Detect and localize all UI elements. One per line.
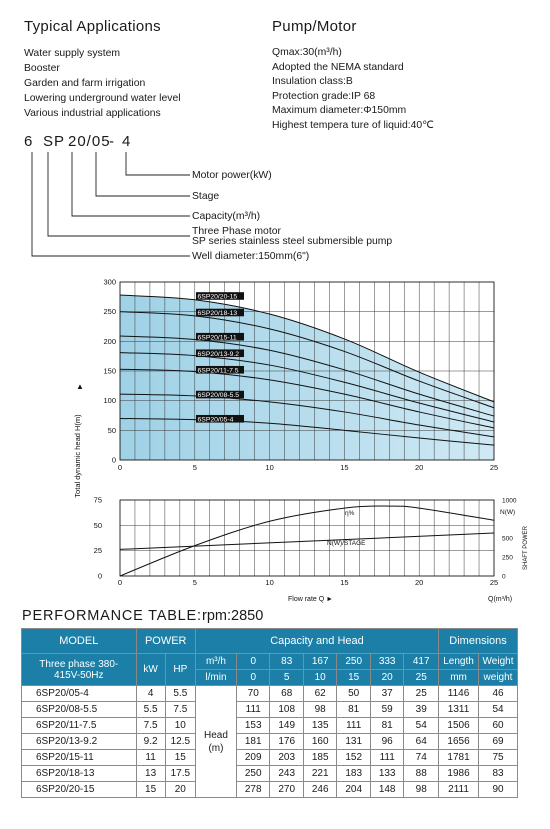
- x-tick-label: 25: [489, 578, 499, 587]
- weight-cell: 54: [479, 702, 518, 718]
- header-m3h: m³/h: [195, 654, 236, 670]
- x-tick-label: 5: [192, 578, 197, 587]
- head-cell: 88: [404, 766, 439, 782]
- head-cell: 149: [270, 718, 303, 734]
- head-cell: 185: [303, 750, 336, 766]
- hp-cell: 12.5: [165, 734, 195, 750]
- head-cell: 54: [404, 718, 439, 734]
- head-cell: 81: [337, 702, 370, 718]
- header-hp: HP: [165, 654, 195, 686]
- head-cell: 153: [236, 718, 269, 734]
- flow-m3h-cell: 83: [270, 654, 303, 670]
- flow-m3h-cell: 333: [370, 654, 403, 670]
- left-tick-label: 25: [93, 546, 102, 556]
- table-row: [22, 734, 518, 750]
- model-cell: 6SP20/18-13: [22, 766, 137, 782]
- kw-cell: 4: [136, 686, 165, 702]
- head-cell: 111: [370, 750, 403, 766]
- flow-m3h-cell: 417: [404, 654, 439, 670]
- y-tick-label: 50: [107, 425, 116, 435]
- curve-label: 6SP20/20-15: [197, 293, 238, 301]
- n-stage-label: N(W)/STAGE: [327, 540, 366, 547]
- length-cell: 1656: [439, 734, 479, 750]
- left-tick-label: 50: [93, 520, 102, 530]
- head-cell: 81: [370, 718, 403, 734]
- list-item: Lowering underground water level: [24, 93, 181, 104]
- x-tick-label: 10: [265, 578, 274, 587]
- y-tick-label: 150: [103, 366, 116, 376]
- head-cell: 204: [337, 782, 370, 798]
- flow-lmin-cell: 0: [236, 670, 269, 686]
- kw-cell: 13: [136, 766, 165, 782]
- list-item: Protection grade:IP 68: [272, 90, 376, 102]
- head-cell: 270: [270, 782, 303, 798]
- list-item: Garden and farm irrigation: [24, 78, 146, 89]
- length-cell: 1986: [439, 766, 479, 782]
- label-capacity: Capacity(m³/h): [192, 211, 261, 222]
- head-cell: 135: [303, 718, 336, 734]
- length-cell: 1781: [439, 750, 479, 766]
- pump-motor-title: Pump/Motor: [272, 18, 357, 35]
- head-cell: 209: [236, 750, 269, 766]
- header-kw: kW: [136, 654, 165, 686]
- kw-cell: 5.5: [136, 702, 165, 718]
- model-cell: 6SP20/15-11: [22, 750, 137, 766]
- length-cell: 1311: [439, 702, 479, 718]
- performance-rpm: rpm:2850: [202, 608, 264, 624]
- list-item: Various industrial applications: [24, 108, 161, 119]
- code-series: SP: [43, 133, 66, 150]
- performance-title: PERFORMANCE TABLE:: [22, 608, 202, 624]
- hp-cell: 10: [165, 718, 195, 734]
- model-cell: 6SP20/08-5.5: [22, 702, 137, 718]
- right-tick-label: 500: [502, 535, 513, 543]
- list-item: Adopted the NEMA standard: [272, 61, 404, 73]
- table-row: [22, 766, 518, 782]
- table-row: [22, 718, 518, 734]
- header-lmin: l/min: [195, 670, 236, 686]
- head-cell: 246: [303, 782, 336, 798]
- hp-cell: 5.5: [165, 686, 195, 702]
- head-cell: 96: [370, 734, 403, 750]
- eta-label: η%: [345, 510, 355, 517]
- efficiency-power-chart: [0, 490, 550, 610]
- curve-label: 6SP20/18-13: [197, 310, 238, 318]
- weight-cell: 69: [479, 734, 518, 750]
- curve-label: 6SP20/15-11: [197, 334, 237, 342]
- head-cell: 68: [270, 686, 303, 702]
- model-cell: 6SP20/05-4: [22, 686, 137, 702]
- y-tick-label: 250: [103, 307, 116, 317]
- x-tick-label: 10: [265, 463, 274, 472]
- curve-label: 6SP20/11-7.5: [197, 367, 239, 375]
- weight-cell: 83: [479, 766, 518, 782]
- head-cell: 131: [337, 734, 370, 750]
- code-dash: -: [109, 133, 115, 150]
- code-power: 4: [122, 133, 132, 150]
- x-tick-label: 0: [117, 578, 123, 587]
- head-cell: 70: [236, 686, 269, 702]
- table-row: [22, 686, 518, 702]
- model-cell: 6SP20/11-7.5: [22, 718, 137, 734]
- hp-cell: 15: [165, 750, 195, 766]
- x-tick-label: 15: [340, 578, 349, 587]
- header-dimensions: Dimensions: [439, 629, 518, 654]
- head-cell: 111: [337, 718, 370, 734]
- x-tick-label: 20: [415, 578, 424, 587]
- length-cell: 1146: [439, 686, 479, 702]
- head-cell: 133: [370, 766, 403, 782]
- head-cell: 98: [303, 702, 336, 718]
- kw-cell: 11: [136, 750, 165, 766]
- table-row: [22, 750, 518, 766]
- kw-cell: 15: [136, 782, 165, 798]
- right-tick-label: 250: [502, 554, 513, 562]
- y-tick-label: 200: [103, 336, 116, 346]
- y-tick-label: 100: [103, 396, 116, 406]
- list-item: Insulation class:B: [272, 76, 353, 88]
- head-cell: 152: [337, 750, 370, 766]
- weight-cell: 46: [479, 686, 518, 702]
- curve-label: 6SP20/05-4: [197, 416, 234, 424]
- kw-cell: 7.5: [136, 718, 165, 734]
- list-item: Highest tempera ture of liquid:40℃: [272, 119, 434, 131]
- flow-lmin-cell: 5: [270, 670, 303, 686]
- flow-lmin-cell: 25: [404, 670, 439, 686]
- flow-m3h-cell: 167: [303, 654, 336, 670]
- right-unit-label: N(W): [500, 509, 516, 516]
- head-cell: 250: [236, 766, 269, 782]
- power-x-unit-label: Q(m³/h): [488, 596, 513, 603]
- head-cell: 243: [270, 766, 303, 782]
- label-three-phase: Three Phase motor: [192, 226, 281, 237]
- model-cell: 6SP20/20-15: [22, 782, 137, 798]
- header-weight-unit: weight: [479, 670, 518, 686]
- table-row: [22, 702, 518, 718]
- weight-cell: 75: [479, 750, 518, 766]
- label-well-diameter: Well diameter:150mm(6"): [192, 251, 310, 262]
- flow-rate-label: Flow rate Q ►: [288, 596, 334, 603]
- list-item: Maximum diameter:Φ150mm: [272, 105, 407, 117]
- x-tick-label: 15: [340, 463, 349, 472]
- flow-m3h-cell: 250: [337, 654, 370, 670]
- x-tick-label: 20: [415, 463, 424, 472]
- header-capacity-head: Capacity and Head: [195, 629, 438, 654]
- head-cell: 111: [236, 702, 269, 718]
- label-motor-power: Motor power(kW): [192, 170, 272, 181]
- head-cell: 98: [404, 782, 439, 798]
- performance-table: [21, 628, 518, 798]
- head-cell: 176: [270, 734, 303, 750]
- list-item: Booster: [24, 63, 60, 74]
- right-tick-label: 0: [502, 573, 506, 581]
- head-cell: 64: [404, 734, 439, 750]
- head-cell: 203: [270, 750, 303, 766]
- head-cell: 59: [370, 702, 403, 718]
- head-cell: 25: [404, 686, 439, 702]
- y-axis-arrow: ▲: [76, 382, 84, 391]
- head-cell: 39: [404, 702, 439, 718]
- weight-cell: 60: [479, 718, 518, 734]
- kw-cell: 9.2: [136, 734, 165, 750]
- header-mm: mm: [439, 670, 479, 686]
- hp-cell: 17.5: [165, 766, 195, 782]
- header-model: MODEL: [22, 629, 137, 654]
- list-item: Water supply system: [24, 48, 121, 59]
- y-axis-label: Total dynamic head H(m): [73, 414, 82, 498]
- left-tick-label: 0: [97, 571, 102, 581]
- length-cell: 1506: [439, 718, 479, 734]
- head-cell: 160: [303, 734, 336, 750]
- curve-area-fill: [120, 295, 494, 460]
- header-weight: Weight: [479, 654, 518, 670]
- head-cell: 74: [404, 750, 439, 766]
- hp-cell: 20: [165, 782, 195, 798]
- applications-title: Typical Applications: [24, 18, 161, 35]
- code-well-diameter: 6: [24, 133, 34, 150]
- left-tick-label: 75: [93, 495, 102, 505]
- length-cell: 2111: [439, 782, 479, 798]
- curve-label: 6SP20/13-9.2: [197, 350, 240, 358]
- head-cell: 183: [337, 766, 370, 782]
- header-length: Length: [439, 654, 479, 670]
- flow-lmin-cell: 10: [303, 670, 336, 686]
- code-capacity-stage: 20/05: [68, 133, 111, 150]
- head-cell: 50: [337, 686, 370, 702]
- shaft-power-line: [120, 533, 494, 549]
- weight-cell: 90: [479, 782, 518, 798]
- head-cell: 221: [303, 766, 336, 782]
- right-tick-label: 1000: [502, 497, 517, 505]
- x-tick-label: 5: [192, 463, 197, 472]
- y-tick-label: 0: [111, 455, 116, 465]
- head-cell: 62: [303, 686, 336, 702]
- label-sp-series: SP series stainless steel submersible pump: [192, 236, 393, 247]
- head-cell: 148: [370, 782, 403, 798]
- head-cell: 181: [236, 734, 269, 750]
- shaft-power-label: SHAFT POWER: [523, 526, 529, 570]
- x-tick-label: 0: [117, 463, 123, 472]
- header-power: POWER: [136, 629, 195, 654]
- flow-lmin-cell: 20: [370, 670, 403, 686]
- label-stage: Stage: [192, 191, 220, 202]
- head-label-cell: Head (m): [195, 686, 236, 798]
- y-tick-label: 300: [103, 277, 116, 287]
- flow-m3h-cell: 0: [236, 654, 269, 670]
- head-cell: 108: [270, 702, 303, 718]
- head-cell: 37: [370, 686, 403, 702]
- flow-lmin-cell: 15: [337, 670, 370, 686]
- list-item: Qmax:30(m³/h): [272, 47, 342, 58]
- head-cell: 278: [236, 782, 269, 798]
- model-cell: 6SP20/13-9.2: [22, 734, 137, 750]
- curve-label: 6SP20/08-5.5: [197, 392, 240, 400]
- x-tick-label: 25: [489, 463, 499, 472]
- table-row: [22, 782, 518, 798]
- hp-cell: 7.5: [165, 702, 195, 718]
- header-three-phase: Three phase 380-415V-50Hz: [22, 654, 137, 686]
